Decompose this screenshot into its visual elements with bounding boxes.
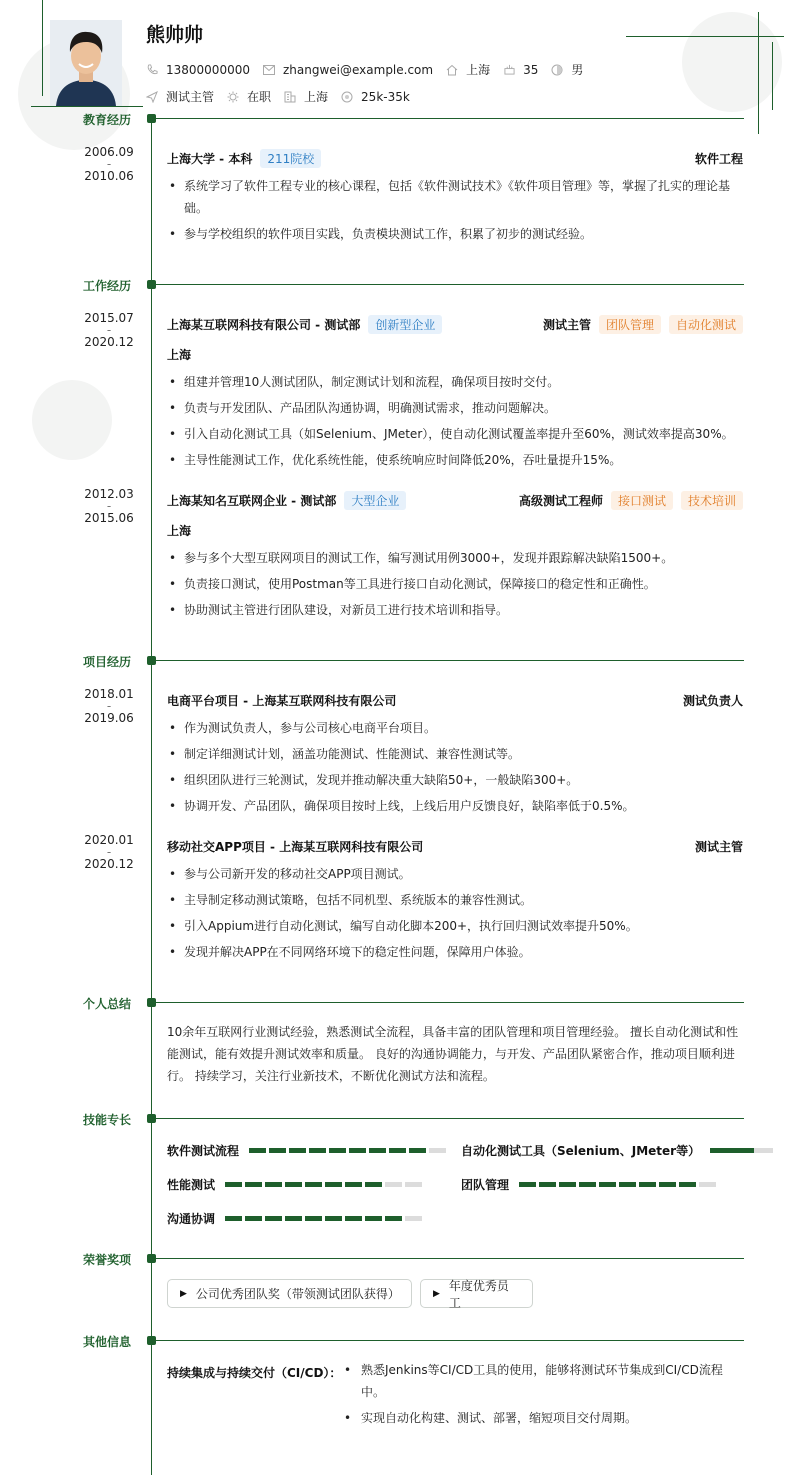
- timeline-line: [151, 116, 152, 1475]
- position-text: 测试主管: [166, 90, 215, 104]
- education-major: 软件工程: [694, 152, 743, 166]
- role-tag: 技术培训: [681, 491, 743, 510]
- list-item: • 负责与开发团队、产品团队沟通协调，明确测试需求，推动问题解决。: [167, 397, 744, 419]
- section-divider: [156, 1340, 744, 1341]
- list-item: • 参与多个大型互联网项目的测试工作，编写测试用例3000+，发现并跟踪解决缺陷1500+。: [167, 547, 744, 569]
- skill-bar-segment: [659, 1182, 676, 1187]
- skill-bar-segment: [309, 1148, 326, 1153]
- section-title-skills: 技能专长: [83, 1113, 132, 1127]
- skill-item: 性能测试: [167, 1176, 425, 1193]
- skill-bar-segment: [405, 1216, 422, 1221]
- section-divider: [156, 118, 744, 119]
- section-dot: [147, 280, 156, 289]
- list-item: • 引入Appium进行自动化测试，编写自动化脚本200+，执行回归测试效率提升50%。: [167, 915, 744, 937]
- section-divider: [156, 284, 744, 285]
- education-bullets: [167, 175, 744, 249]
- skill-bar-segment: [639, 1182, 656, 1187]
- home-icon: [446, 64, 458, 76]
- city-text: 上海: [466, 63, 491, 77]
- skill-bar-segment: [245, 1182, 262, 1187]
- project-role: 测试负责人: [682, 694, 743, 708]
- skill-bar-segment: [265, 1182, 282, 1187]
- phone-text: 13800000000: [166, 62, 250, 77]
- section-divider: [156, 1002, 744, 1003]
- age-icon: [503, 64, 515, 76]
- list-item: • 熟悉Jenkins等CI/CD工具的使用，能够将测试环节集成到CI/CD流程中。: [344, 1359, 734, 1403]
- age-text: 35: [523, 62, 539, 77]
- section-title-honors: 荣誉奖项: [83, 1253, 132, 1267]
- skill-item: 沟通协调: [167, 1210, 425, 1227]
- section-divider: [156, 1118, 744, 1119]
- section-dot: [147, 1114, 156, 1123]
- education-date: 2006.09 - 2010.06: [84, 145, 134, 183]
- skill-bar-segment: [349, 1148, 366, 1153]
- section-dot: [147, 1254, 156, 1263]
- target-city-text: 上海: [304, 90, 329, 104]
- work-city: 上海: [167, 348, 192, 362]
- skill-bar-segment: [305, 1182, 322, 1187]
- skill-bar: [710, 1148, 773, 1153]
- section-title-work: 工作经历: [83, 279, 132, 293]
- contact-row: [146, 61, 596, 78]
- project-bullets: [167, 717, 744, 821]
- skill-bar-segment: [325, 1182, 342, 1187]
- decor-line: [31, 106, 143, 107]
- skill-bar-segment: [265, 1216, 282, 1221]
- skill-bar-segment: [679, 1182, 696, 1187]
- role-tag: 自动化测试: [669, 315, 743, 334]
- skill-bar-fill: [710, 1148, 754, 1153]
- candidate-name: 熊帅帅: [146, 24, 204, 46]
- award-item: ▶ 公司优秀团队奖（带领测试团队获得）: [167, 1279, 412, 1308]
- section-divider: [156, 660, 744, 661]
- section-title-summary: 个人总结: [83, 997, 132, 1011]
- play-icon: ▶: [433, 1288, 440, 1299]
- skill-bar-segment: [369, 1148, 386, 1153]
- section-title-project: 项目经历: [83, 655, 132, 669]
- skill-bar-segment: [365, 1216, 382, 1221]
- skill-bar-segment: [285, 1182, 302, 1187]
- other-bullets: [344, 1359, 734, 1433]
- skill-bar-segment: [329, 1148, 346, 1153]
- skill-bar-segment: [289, 1148, 306, 1153]
- list-item: • 发现并解决APP在不同网络环境下的稳定性问题，保障用户体验。: [167, 941, 744, 963]
- work-date: 2012.03 - 2015.06: [84, 487, 134, 525]
- school-tag: 211院校: [260, 149, 321, 168]
- project-title: 电商平台项目 - 上海某互联网科技有限公司: [167, 694, 397, 708]
- list-item: • 主导性能测试工作，优化系统性能，使系统响应时间降低20%，吞吐量提升15%。: [167, 449, 744, 471]
- section-divider: [156, 1258, 744, 1259]
- skill-bar-segment: [409, 1148, 426, 1153]
- decor-line: [626, 36, 784, 37]
- avatar: [50, 20, 122, 106]
- list-item: • 制定详细测试计划，涵盖功能测试、性能测试、兼容性测试等。: [167, 743, 744, 765]
- section-dot: [147, 1336, 156, 1345]
- skill-bar-segment: [619, 1182, 636, 1187]
- skill-bar-segment: [269, 1148, 286, 1153]
- project-title: 移动社交APP项目 - 上海某互联网科技有限公司: [167, 840, 424, 854]
- work-role: 测试主管 团队管理 自动化测试: [543, 315, 743, 334]
- skill-bar: [225, 1182, 425, 1187]
- email-text: zhangwei@example.com: [282, 62, 434, 77]
- list-item: • 负责接口测试，使用Postman等工具进行接口自动化测试，保障接口的稳定性和正确性。: [167, 573, 744, 595]
- status-text: 在职: [247, 90, 272, 104]
- skill-bar-segment: [579, 1182, 596, 1187]
- decor-line: [772, 42, 773, 110]
- list-item: • 组织团队进行三轮测试，发现并推动解决重大缺陷50+，一般缺陷300+。: [167, 769, 744, 791]
- list-item: • 协助测试主管进行团队建设，对新员工进行技术培训和指导。: [167, 599, 744, 621]
- list-item: • 组建并管理10人测试团队，制定测试计划和流程，确保项目按时交付。: [167, 371, 744, 393]
- list-item: • 作为测试负责人，参与公司核心电商平台项目。: [167, 717, 744, 739]
- list-item: • 参与学校组织的软件项目实践，负责模块测试工作，积累了初步的测试经验。: [167, 223, 744, 245]
- intention-row: [146, 88, 423, 105]
- skill-bar-segment: [519, 1182, 536, 1187]
- work-role: 高级测试工程师 接口测试 技术培训: [519, 491, 743, 510]
- skill-bar-segment: [699, 1182, 716, 1187]
- salary-text: 25k-35k: [361, 89, 410, 104]
- skill-bar-segment: [365, 1182, 382, 1187]
- project-date: 2018.01 - 2019.06: [84, 687, 134, 725]
- decor-line: [758, 12, 759, 134]
- email-icon: [263, 64, 275, 76]
- work-city: 上海: [167, 524, 192, 538]
- work-company: 上海某互联网科技有限公司 - 测试部 创新型企业: [167, 315, 442, 334]
- skill-bar-segment: [345, 1216, 362, 1221]
- skill-bar: [519, 1182, 719, 1187]
- status-icon: [227, 91, 239, 103]
- company-tag: 创新型企业: [368, 315, 442, 334]
- role-tag: 接口测试: [611, 491, 673, 510]
- skill-bar-segment: [599, 1182, 616, 1187]
- work-company: 上海某知名互联网企业 - 测试部 大型企业: [167, 491, 406, 510]
- list-item: • 引入自动化测试工具（如Selenium、JMeter），使自动化测试覆盖率提升至60%，测试效率提高30%。: [167, 423, 744, 445]
- skill-item: 自动化测试工具（Selenium、JMeter等）: [461, 1142, 773, 1159]
- list-item: • 主导制定移动测试策略，包括不同机型、系统版本的兼容性测试。: [167, 889, 744, 911]
- skill-bar-segment: [385, 1216, 402, 1221]
- decor-circle-top-right: [682, 12, 782, 112]
- phone-icon: [146, 64, 158, 76]
- skill-bar-segment: [325, 1216, 342, 1221]
- skill-bar-segment: [305, 1216, 322, 1221]
- section-title-education: 教育经历: [83, 113, 132, 127]
- skill-bar-segment: [559, 1182, 576, 1187]
- skill-bar: [249, 1148, 449, 1153]
- skill-bar-segment: [249, 1148, 266, 1153]
- work-date: 2015.07 - 2020.12: [84, 311, 134, 349]
- skill-bar: [225, 1216, 425, 1221]
- decor-circle-left: [32, 380, 112, 460]
- list-item: • 参与公司新开发的移动社交APP项目测试。: [167, 863, 744, 885]
- skill-bar-segment: [385, 1182, 402, 1187]
- list-item: • 系统学习了软件工程专业的核心课程，包括《软件测试技术》《软件项目管理》等，掌握了扎实的理论基础。: [167, 175, 744, 219]
- building-icon: [284, 91, 296, 103]
- play-icon: ▶: [180, 1288, 187, 1299]
- project-bullets: [167, 863, 744, 967]
- company-tag: 大型企业: [344, 491, 406, 510]
- section-dot: [147, 114, 156, 123]
- section-dot: [147, 998, 156, 1007]
- list-item: • 协调开发、产品团队，确保项目按时上线，上线后用户反馈良好，缺陷率低于0.5%。: [167, 795, 744, 817]
- money-icon: [341, 91, 353, 103]
- skill-bar-segment: [389, 1148, 406, 1153]
- project-date: 2020.01 - 2020.12: [84, 833, 134, 871]
- skill-bar-segment: [285, 1216, 302, 1221]
- section-title-other: 其他信息: [83, 1335, 132, 1349]
- section-dot: [147, 656, 156, 665]
- list-item: • 实现自动化构建、测试、部署，缩短项目交付周期。: [344, 1407, 734, 1429]
- gender-text: 男: [571, 63, 584, 77]
- summary-text: 10余年互联网行业测试经验，熟悉测试全流程，具备丰富的团队管理和项目管理经验。 擅长自动化测试和性能测试，能有效提升测试效率和质量。 良好的沟通协调能力，与开发、产品团队紧密合作，推动项目顺利进行。 持续学习，关注行业新技术，不断优化测试方法和流程。: [167, 1025, 739, 1083]
- skill-item: 软件测试流程: [167, 1142, 449, 1159]
- education-school: 上海大学 - 本科 211院校: [167, 149, 321, 168]
- skill-bar-segment: [225, 1216, 242, 1221]
- project-role: 测试主管: [694, 840, 743, 854]
- work-bullets: [167, 371, 744, 475]
- decor-line: [42, 0, 43, 96]
- skill-bar-segment: [245, 1216, 262, 1221]
- skill-bar-segment: [345, 1182, 362, 1187]
- skill-bar-segment: [225, 1182, 242, 1187]
- skill-bar-segment: [539, 1182, 556, 1187]
- skill-item: 团队管理: [461, 1176, 719, 1193]
- skill-bar-segment: [405, 1182, 422, 1187]
- send-icon: [146, 91, 158, 103]
- skill-bar-segment: [429, 1148, 446, 1153]
- work-bullets: [167, 547, 744, 625]
- role-tag: 团队管理: [599, 315, 661, 334]
- other-label: 持续集成与持续交付（CI/CD）：: [167, 1366, 342, 1380]
- gender-icon: [551, 64, 563, 76]
- award-item: ▶ 年度优秀员工: [420, 1279, 533, 1308]
